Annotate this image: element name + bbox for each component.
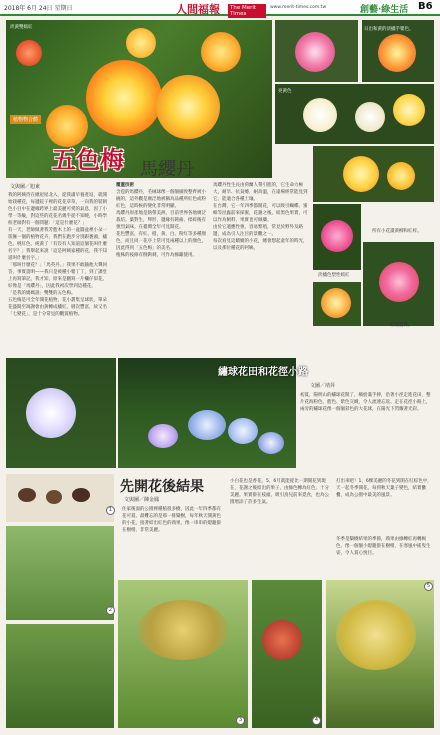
newspaper-name-zh: 人間福報	[176, 3, 220, 16]
feature1-col2-p2: 含苞的馬纓丹，毛絨球像一個個細致整齊被小碗的，這外觀是廣泛地被稱為品種所紅色或粉紅色，這時候的變化非常明顯。	[116, 190, 206, 209]
feature3-col1: 住家後面的公園裡種植很多樹，因此一年四季都有花可賞。最難忘的是那一排欒樹，每年秋天開黃色的小花，接著結出紅色的蒴果，像一串串的燈籠掛在樹梢，非常美麗。	[122, 507, 221, 533]
column-tag: 植物物合體	[10, 115, 41, 124]
photo-number-4: 4	[312, 716, 321, 725]
newspaper-name-en: The Merit Times	[228, 4, 266, 18]
tree-photo-2	[6, 624, 114, 728]
feature1-para4: 「是我的媽媽說」雙雙的五色梅。	[8, 291, 76, 296]
photo-number-5: 5	[424, 582, 433, 591]
hydrangea-title: 繡球花田和花徑小路	[218, 367, 308, 378]
feature1-col3	[213, 182, 309, 352]
photo-number-2: 2	[106, 606, 115, 615]
feature1-col2-p3: 馬纓丹原產地是熱帶美洲，目前世界各地廣泛栽培。葉對生，卵形，邊緣有鈍齒，揉碎後有強烈氣味。在臺灣全年可見開花。	[116, 211, 206, 230]
photo-caption-r4: 淡橘色塑性嫣紅	[318, 273, 350, 278]
feature3-byline: 文與圖／陳金鳳	[124, 497, 160, 503]
photo-caption-r1: 日出和黃的淡橘手嬰色。	[364, 27, 414, 32]
feature2-byline: 文圖／靖昇	[310, 383, 336, 389]
photo-number-1: 1	[106, 506, 115, 515]
feature1-col2-p1: 覆蓋技術	[116, 183, 134, 188]
seeds-photo	[6, 474, 114, 522]
lantana-main-photo	[6, 20, 272, 178]
feature1-col3-p2: 在台灣，它一年四季都開花，可以吸引蝴蝶、蜜蜂等昆蟲前來採蜜，花謝之後，結黑色果實，可以作為飼料，果實也可做藥。	[213, 204, 308, 223]
feature1-byline: 文與圖／旭東	[10, 184, 41, 190]
feature3-col4: 冬季是欒樹結果的季節，蒴果由綠轉紅再轉褐色，像一個個小燈籠掛在樹梢，在寒風中搖曳生姿，令人賞心悅目。	[336, 537, 431, 556]
feature1-para1: 我的阿姨待在總屋屋北入，從我滿早養產逗，就開始栽種花，每邊院子裡的花花草草，一向我的裝朝色小目中在邊緣跨界上最美麗可愛的氣息，因了小學一等級，對這些的花花名幾乎從不知曉，小時學校老師對有一個問題：「這是什麼花？」	[8, 193, 107, 226]
feature1-col3-p4: 每次看見這嬌媚的小花，總會想起童年的時光，以及那位種花的阿姨。	[213, 239, 308, 251]
lantana-photo-r6	[313, 282, 361, 326]
tree-photo-4	[252, 580, 322, 728]
feature1-para3: 「那叫什麼花？」「馬英丹。」我果不敢隨他大聲回答，事實證明——我只是被種小嬰丁丁，到了課堂上再寫筆記，我才知，原來是翻寫一片欄仔似花，好像是「馬纓丹」，因此我初次學到這種花。	[8, 263, 107, 289]
lantana-photo-r3	[313, 146, 434, 202]
feature1-col2	[116, 182, 208, 352]
feature1-para5: 五色梅是可全年開花植物，花小叢集呈球狀，單朵花盛開至凋謝會由黃轉成橘紅，層次豐富，故又名「七變花」，是十分常見的觀賞植物。	[8, 298, 107, 317]
feature-title: 五色梅	[52, 145, 124, 174]
feature3-col2: 小白花也是香花，5、6月就能從比一期開花到現在，花謝之後結出的果子，由綠色轉為紅色，十分美麗。果實掛在枝頭，吸引鳥兒前來覓食，也為公園增添了許多生氣。	[230, 479, 329, 505]
photo-caption-r2: 亮黃色	[278, 89, 292, 94]
feature2-body: 初夏，陽明山的繡球花開了，繽紛滿手捧，沿著小徑走進花田，整片花海粉色、藍色、紫色交織，令人流連忘返。走在花徑小路上，兩旁的繡球花像一個個彩色的大花球，在陽光下閃耀著光彩。	[300, 393, 431, 412]
feature-subtitle: 馬纓丹	[140, 159, 194, 180]
photo-caption-r5: 紅燈籠梅。	[390, 323, 413, 328]
tree-photo-3	[118, 580, 248, 728]
issue-date: 2018年 6月 24日 星期日	[4, 5, 73, 12]
feature3-col3: 打出來吧！1、6棵美麗的冬花到開在紅棕色中，天一起冬季開花，每到秋天葉子變色，結實纍纍，成為公園中最美的風景。	[336, 479, 432, 498]
lantana-photo-r1	[275, 20, 358, 82]
lantana-photo-r5	[363, 242, 434, 326]
hydrangea-photo-2	[6, 358, 116, 468]
page-number: B6	[418, 1, 433, 12]
photo-number-3: 3	[236, 716, 245, 725]
tree-photo-5	[326, 580, 434, 728]
photo-caption-r3: 所有小花讀黃柳和紅梓。	[372, 229, 422, 234]
feature1-col1	[8, 192, 110, 352]
feature1-col3-p1: 馬纓丹性生長由荷蘭人帶引進的，它生命力極大，耐旱、抗貧瘠，耐高溫，在遠場經常能見到它，能適合各種土壤。	[213, 183, 308, 202]
feature1-col2-p4: 花色豐富，有紅、橙、黃、白、粉紅等多種顏色，而且同一花序上常可見兩種以上的顏色，因此得到「五色梅」的美名。	[116, 232, 206, 251]
feature1-para2: 有一天，老師做著我芳藍木上的一盆圓盆裡小朵一簇擁一個的植物花卉，我們在跑步分別跟裏頭，橘色、桃紅色、純黃了「有沒有人知道這個花叫什麼名字？」我舉起來說「這是阿姨家種的花，我不知道叫什麼名字。」	[8, 228, 107, 261]
lantana-photo-r4	[313, 204, 361, 270]
newspaper-logo	[176, 1, 266, 17]
feature1-col2-p5: 植株的枝條有倒鉤刺，可作為綠籬使用。	[116, 253, 197, 258]
section-title: 創藝‧綠生活	[360, 5, 409, 15]
feature3-title: 先開花後結果	[120, 479, 204, 495]
lantana-photo-r2	[275, 84, 434, 144]
website-url: www.merit-times.com.tw	[270, 5, 327, 10]
tree-photo-1	[6, 526, 114, 620]
photo-caption-top: 淡黃雙嫣紅	[10, 25, 33, 30]
feature1-col3-p3: 由於它適應性強，容易繁殖，常見於野外及路邊，成為引人注目的景觀之一。	[213, 225, 303, 237]
